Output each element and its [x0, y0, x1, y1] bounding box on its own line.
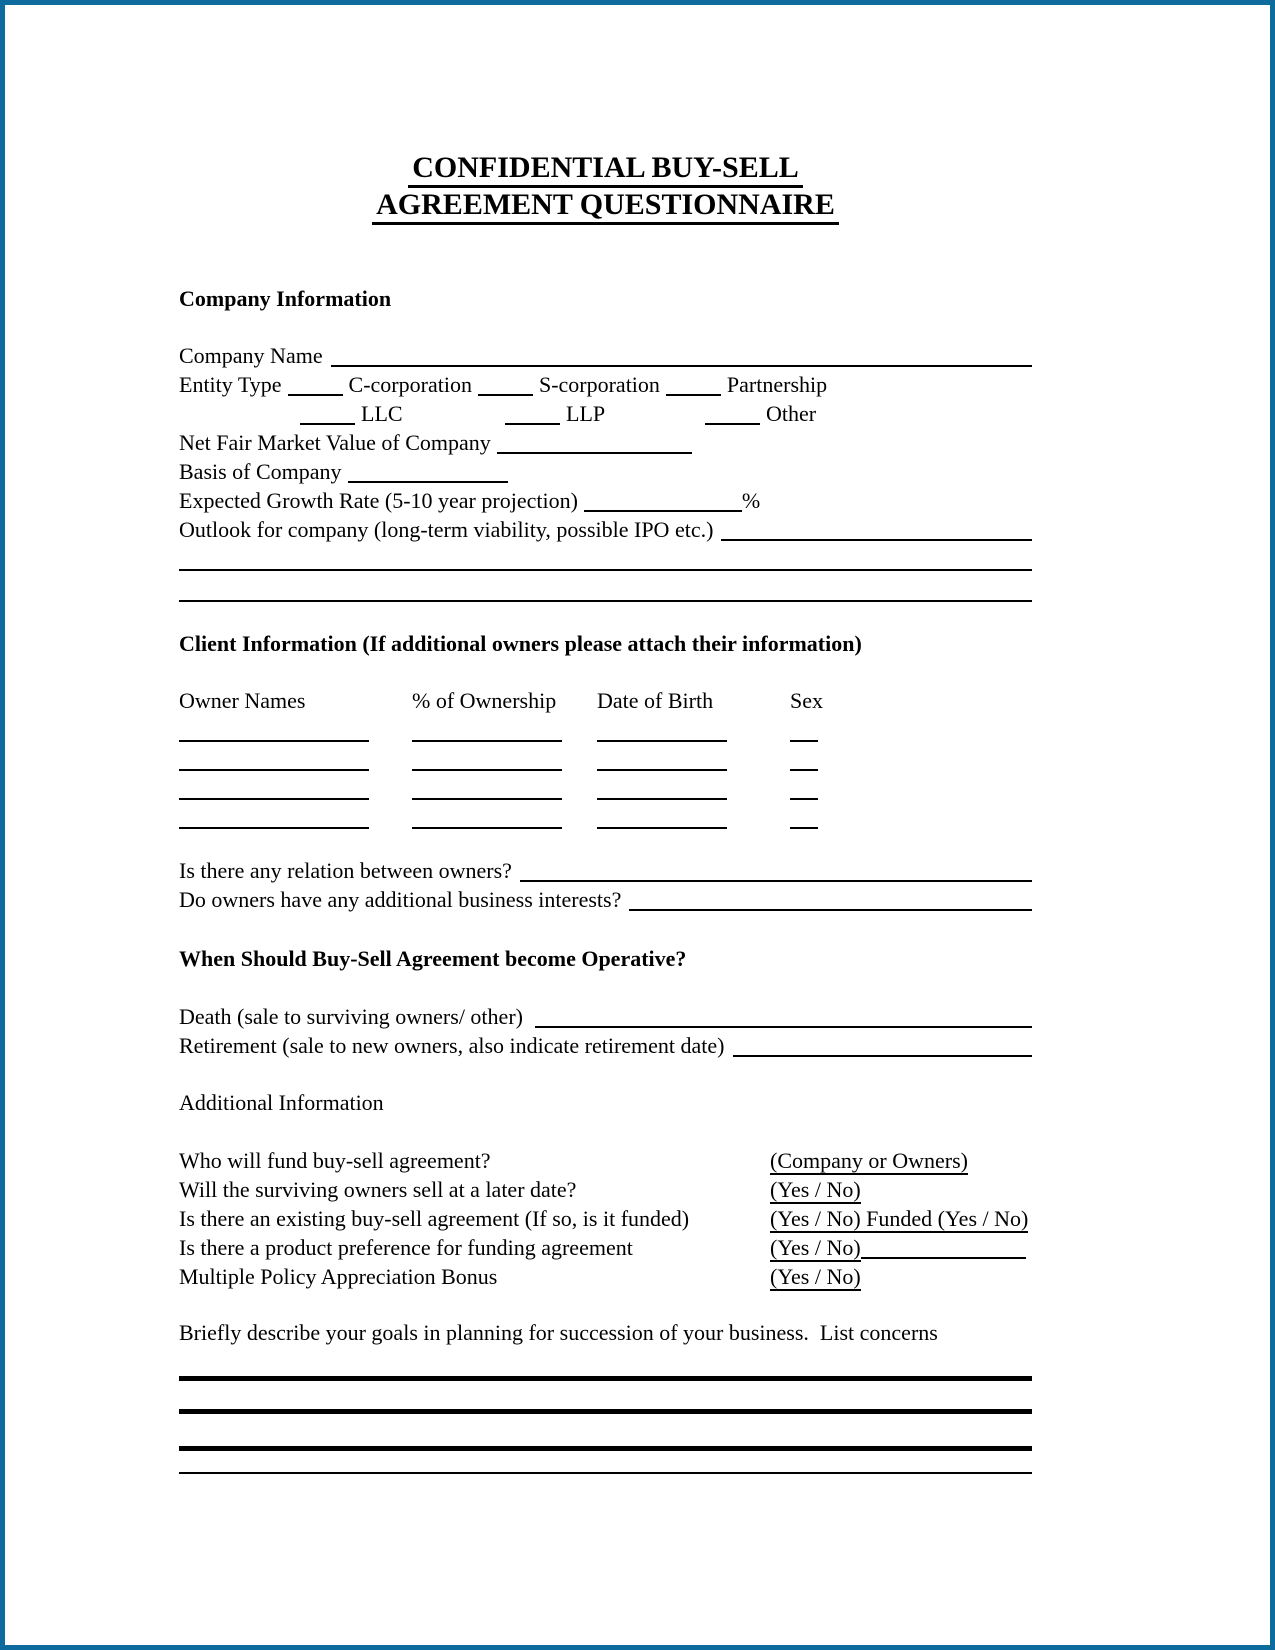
column-sex: Sex — [790, 688, 823, 713]
outlook-row — [179, 515, 1032, 544]
title-row-1 — [179, 151, 1032, 188]
outlook-blank — [721, 539, 1032, 541]
owner-name-blank — [179, 798, 369, 800]
title-row-2 — [179, 188, 1032, 225]
entity-llp-blank — [505, 423, 560, 425]
owner-name-blank — [179, 769, 369, 771]
death-answer-blank — [535, 1026, 1032, 1028]
retirement-label: Retirement (sale to new owners, also indicate retirement date) — [179, 1033, 725, 1058]
document-content — [5, 5, 1270, 1474]
growth-rate-row — [179, 486, 1032, 515]
qa-row-policy-bonus — [179, 1262, 1032, 1291]
entity-type-label: Entity Type — [179, 372, 282, 397]
basis-row — [179, 457, 1032, 486]
answer-company-or-owners: (Company or Owners) — [770, 1148, 968, 1173]
owners-table-header — [179, 686, 1032, 715]
retirement-answer-blank — [733, 1055, 1032, 1057]
interests-answer-blank — [629, 909, 1032, 911]
entity-c-corp-blank — [288, 394, 343, 396]
entity-llc-blank — [300, 423, 355, 425]
client-information-heading: Client Information (If additional owners please attach their information) — [179, 631, 862, 656]
product-preference-blank — [861, 1257, 1026, 1259]
net-fair-market-blank — [497, 452, 692, 454]
ownership-percent-blank — [412, 798, 562, 800]
qa-row-sell-later — [179, 1175, 1032, 1204]
basis-blank — [348, 481, 508, 483]
title-line-2: AGREEMENT QUESTIONNAIRE — [372, 188, 839, 225]
entity-option-partnership: Partnership — [726, 372, 828, 397]
relation-question-row — [179, 856, 1032, 885]
qa-row-existing-agreement — [179, 1204, 1032, 1233]
ownership-percent-blank — [412, 827, 562, 829]
entity-llc-cell — [300, 399, 505, 428]
question-product-preference: Is there a product preference for funding agreement — [179, 1235, 633, 1260]
answer-yes-no: (Yes / No) — [770, 1264, 861, 1289]
relation-answer-blank — [520, 880, 1032, 882]
interests-question-label: Do owners have any additional business interests? — [179, 887, 622, 912]
answer-yes-no: (Yes / No) — [770, 1177, 861, 1202]
outlook-continuation-line-1 — [179, 544, 1032, 571]
net-fair-market-label: Net Fair Market Value of Company — [179, 430, 491, 455]
entity-type-row-2 — [179, 399, 1032, 428]
entity-option-s-corporation: S-corporation — [538, 372, 660, 397]
date-of-birth-blank — [597, 798, 727, 800]
question-existing-agreement: Is there an existing buy-sell agreement (If so, is it funded) — [179, 1206, 690, 1231]
entity-partnership-blank — [666, 394, 721, 396]
column-owner-names: Owner Names — [179, 688, 306, 713]
date-of-birth-blank — [597, 769, 727, 771]
additional-information-heading: Additional Information — [179, 1090, 384, 1115]
title-line-1: CONFIDENTIAL BUY-SELL — [408, 151, 803, 188]
owner-name-blank — [179, 740, 369, 742]
owners-table-row-4 — [179, 802, 1032, 831]
question-policy-bonus: Multiple Policy Appreciation Bonus — [179, 1264, 498, 1289]
outlook-continuation-line-2 — [179, 575, 1032, 602]
goals-answer-rule-1 — [179, 1376, 1032, 1381]
owners-table-row-2 — [179, 744, 1032, 773]
outlook-label: Outlook for company (long-term viability, possible IPO etc.) — [179, 517, 714, 542]
growth-rate-unit: % — [741, 488, 761, 513]
interests-question-row — [179, 885, 1032, 914]
goals-answer-rule-2 — [179, 1409, 1032, 1414]
column-ownership-percent: % of Ownership — [412, 688, 557, 713]
entity-other-blank — [705, 423, 760, 425]
goals-answer-rule-3 — [179, 1446, 1032, 1451]
death-row — [179, 1002, 1032, 1031]
entity-option-llp: LLP — [566, 401, 606, 426]
goals-answer-rule-4 — [179, 1472, 1032, 1474]
document-title — [179, 151, 1032, 225]
entity-option-llc: LLC — [361, 401, 403, 426]
question-sell-later: Will the surviving owners sell at a later date? — [179, 1177, 577, 1202]
net-fair-market-row — [179, 428, 1032, 457]
sex-blank — [790, 740, 818, 742]
column-date-of-birth: Date of Birth — [597, 688, 714, 713]
entity-llp-cell — [505, 399, 705, 428]
goals-prompt: Briefly describe your goals in planning for succession of your business. List concerns — [179, 1320, 938, 1345]
date-of-birth-blank — [597, 740, 727, 742]
retirement-row — [179, 1031, 1032, 1060]
answer-yes-no-funded: (Yes / No) Funded (Yes / No) — [770, 1206, 1029, 1231]
relation-question-label: Is there any relation between owners? — [179, 858, 512, 883]
entity-s-corp-blank — [478, 394, 533, 396]
owners-table-row-3 — [179, 773, 1032, 802]
ownership-percent-blank — [412, 740, 562, 742]
death-label: Death (sale to surviving owners/ other) — [179, 1004, 523, 1029]
basis-label: Basis of Company — [179, 459, 342, 484]
qa-row-fund — [179, 1146, 1032, 1175]
operative-heading: When Should Buy-Sell Agreement become Operative? — [179, 946, 687, 971]
company-name-blank — [331, 365, 1032, 367]
ownership-percent-blank — [412, 769, 562, 771]
entity-other-cell — [705, 399, 816, 428]
company-information-heading: Company Information — [179, 286, 392, 311]
growth-rate-label: Expected Growth Rate (5-10 year projection) — [179, 488, 578, 513]
sex-blank — [790, 827, 818, 829]
entity-option-other: Other — [766, 401, 817, 426]
entity-type-row-1 — [179, 370, 1032, 399]
sex-blank — [790, 798, 818, 800]
owners-table-row-1 — [179, 715, 1032, 744]
qa-row-product-preference — [179, 1233, 1032, 1262]
company-name-label: Company Name — [179, 343, 323, 368]
company-name-row — [179, 341, 1032, 370]
entity-option-c-corporation: C-corporation — [348, 372, 472, 397]
question-who-will-fund: Who will fund buy-sell agreement? — [179, 1148, 491, 1173]
growth-rate-blank — [584, 510, 742, 512]
owner-name-blank — [179, 827, 369, 829]
answer-yes-no-with-blank: (Yes / No) — [770, 1233, 1026, 1262]
date-of-birth-blank — [597, 827, 727, 829]
sex-blank — [790, 769, 818, 771]
